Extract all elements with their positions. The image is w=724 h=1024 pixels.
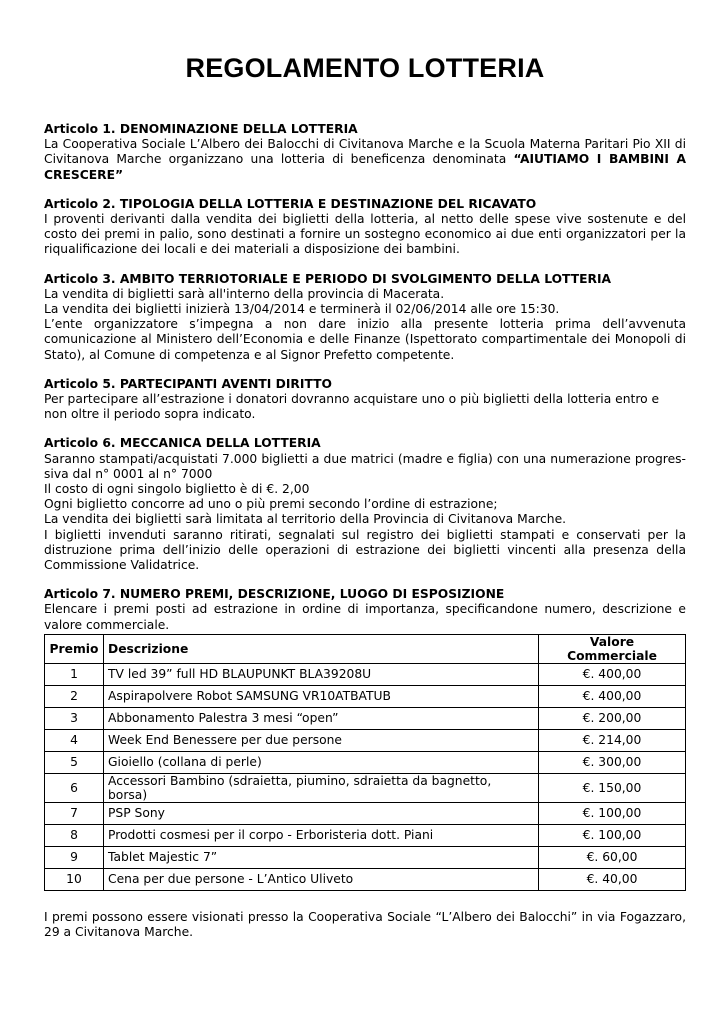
- article-1-text: [44, 137, 686, 183]
- article-1-title: Articolo 1. DENOMINAZIONE DELLA LOTTERIA: [44, 122, 358, 136]
- prize-number: 2: [45, 685, 104, 707]
- article-6-line-2: Il costo di ogni singolo biglietto è di €. 2,00: [44, 482, 310, 497]
- prize-description: Accessori Bambino (sdraietta, piumino, sdraietta da bagnetto, borsa): [104, 773, 539, 802]
- prize-value: €. 200,00: [539, 707, 686, 729]
- prize-value: €. 400,00: [539, 663, 686, 685]
- prize-description: Prodotti cosmesi per il corpo - Erboristeria dott. Piani: [104, 824, 539, 846]
- document-title: REGOLAMENTO LOTTERIA: [185, 53, 545, 83]
- closing-paragraph: I premi possono essere visionati presso la Cooperativa Sociale “L’Albero dei Balocchi” in via Fogazzaro, 29 a Civitanova Marche.: [44, 909, 686, 940]
- article-2: [44, 197, 686, 258]
- table-row: [45, 802, 686, 824]
- prize-value: €. 40,00: [539, 868, 686, 890]
- article-6-title: Articolo 6. MECCANICA DELLA LOTTERIA: [44, 436, 321, 451]
- article-2-text: I proventi derivanti dalla vendita dei biglietti della lotteria, al netto delle spese vive sostenute e del costo dei premi in palio, sono destinati a fornire un sostegno economico ai due enti organizzatori per la riqualificazione dei locali e dei materiali a disposizione dei bambini.: [44, 212, 686, 257]
- prize-description: Tablet Majestic 7”: [104, 846, 539, 868]
- prize-description: Abbonamento Palestra 3 mesi “open”: [104, 707, 539, 729]
- prize-number: 6: [45, 773, 104, 802]
- prize-value: €. 300,00: [539, 751, 686, 773]
- prize-description: Cena per due persone - L’Antico Uliveto: [104, 868, 539, 890]
- prize-description: TV led 39” full HD BLAUPUNKT BLA39208U: [104, 663, 539, 685]
- table-row: [45, 773, 686, 802]
- table-row: [45, 868, 686, 890]
- article-6-line-1: Saranno stampati/acquistati 7.000 biglietti a due matrici (madre e figlia) con una numerazione progres-siva dal n° 0001 al n° 7000: [44, 451, 686, 481]
- table-row: [45, 846, 686, 868]
- article-7-title: Articolo 7. NUMERO PREMI, DESCRIZIONE, LUOGO DI ESPOSIZIONE: [44, 587, 505, 602]
- prize-number: 4: [45, 729, 104, 751]
- prize-value: €. 60,00: [539, 846, 686, 868]
- table-row: [45, 824, 686, 846]
- article-3-line-2: La vendita dei biglietti inizierà 13/04/2014 e terminerà il 02/06/2014 alle ore 15:30.: [44, 302, 560, 317]
- prize-description: Week End Benessere per due persone: [104, 729, 539, 751]
- header-descrizione: Descrizione: [104, 634, 539, 663]
- prize-number: 5: [45, 751, 104, 773]
- prize-number: 9: [45, 846, 104, 868]
- article-6-line-5: I biglietti invenduti saranno ritirati, segnalati sul registro dei biglietti stampati e conservati per la distruzione prima dell’inizio delle operazioni di estrazione dei biglietti vincenti alla presenza della Commissione Validatrice.: [44, 527, 686, 573]
- article-5-title: Articolo 5. PARTECIPANTI AVENTI DIRITTO: [44, 376, 332, 391]
- header-premio: Premio: [45, 634, 104, 663]
- table-row: [45, 685, 686, 707]
- prize-number: 1: [45, 663, 104, 685]
- article-5: [44, 377, 686, 423]
- prize-value: €. 100,00: [539, 802, 686, 824]
- article-6-line-4: La vendita dei biglietti sarà limitata al territorio della Provincia di Civitanova Marche.: [44, 512, 567, 527]
- lottery-name: “AIUTIAMO I BAMBINI A CRESCERE”: [44, 152, 686, 182]
- article-1: [44, 122, 686, 183]
- prize-value: €. 150,00: [539, 773, 686, 802]
- article-1-body: La Cooperativa Sociale L’Albero dei Balocchi di Civitanova Marche e la Scuola Materna Paritari Pio XII di Civitanova Marche organizzano una lotteria di beneficenza denominata: [44, 137, 686, 167]
- article-7: [44, 587, 686, 633]
- prize-value: €. 214,00: [539, 729, 686, 751]
- prize-number: 10: [45, 868, 104, 890]
- article-3: [44, 272, 686, 363]
- document-page: [44, 52, 686, 940]
- article-6: [44, 436, 686, 573]
- article-2-title: Articolo 2. TIPOLOGIA DELLA LOTTERIA E DESTINAZIONE DEL RICAVATO: [44, 196, 537, 211]
- article-3-line-3: L’ente organizzatore s’impegna a non dare inizio alla presente lotteria prima dell’avvenuta comunicazione al Ministero dell’Economia e delle Finanze (Ispettorato compartimentale dei Monopoli di Stato), al Comune di competenza e al Signor Prefetto competente.: [44, 317, 686, 362]
- table-row: [45, 663, 686, 685]
- prize-description: Gioiello (collana di perle): [104, 751, 539, 773]
- header-valore: Valore Commerciale: [539, 634, 686, 663]
- article-6-line-3: Ogni biglietto concorre ad uno o più premi secondo l’ordine di estrazione;: [44, 497, 498, 512]
- table-header-row: [45, 634, 686, 663]
- table-row: [45, 751, 686, 773]
- prize-value: €. 100,00: [539, 824, 686, 846]
- prizes-table: [44, 634, 686, 891]
- article-3-line-1: La vendita di biglietti sarà all'interno della provincia di Macerata.: [44, 286, 445, 301]
- table-row: [45, 729, 686, 751]
- prize-number: 8: [45, 824, 104, 846]
- article-7-text: Elencare i premi posti ad estrazione in ordine di importanza, specificandone numero, descrizione e valore commerciale.: [44, 602, 686, 632]
- table-row: [45, 707, 686, 729]
- prize-number: 7: [45, 802, 104, 824]
- prize-value: €. 400,00: [539, 685, 686, 707]
- article-5-text: Per partecipare all’estrazione i donatori dovranno acquistare uno o più biglietti della lotteria entro e non oltre il periodo sopra indicato.: [44, 392, 660, 422]
- prize-description: PSP Sony: [104, 802, 539, 824]
- prize-description: Aspirapolvere Robot SAMSUNG VR10ATBATUB: [104, 685, 539, 707]
- prize-number: 3: [45, 707, 104, 729]
- article-3-title: Articolo 3. AMBITO TERRIOTORIALE E PERIODO DI SVOLGIMENTO DELLA LOTTERIA: [44, 271, 612, 286]
